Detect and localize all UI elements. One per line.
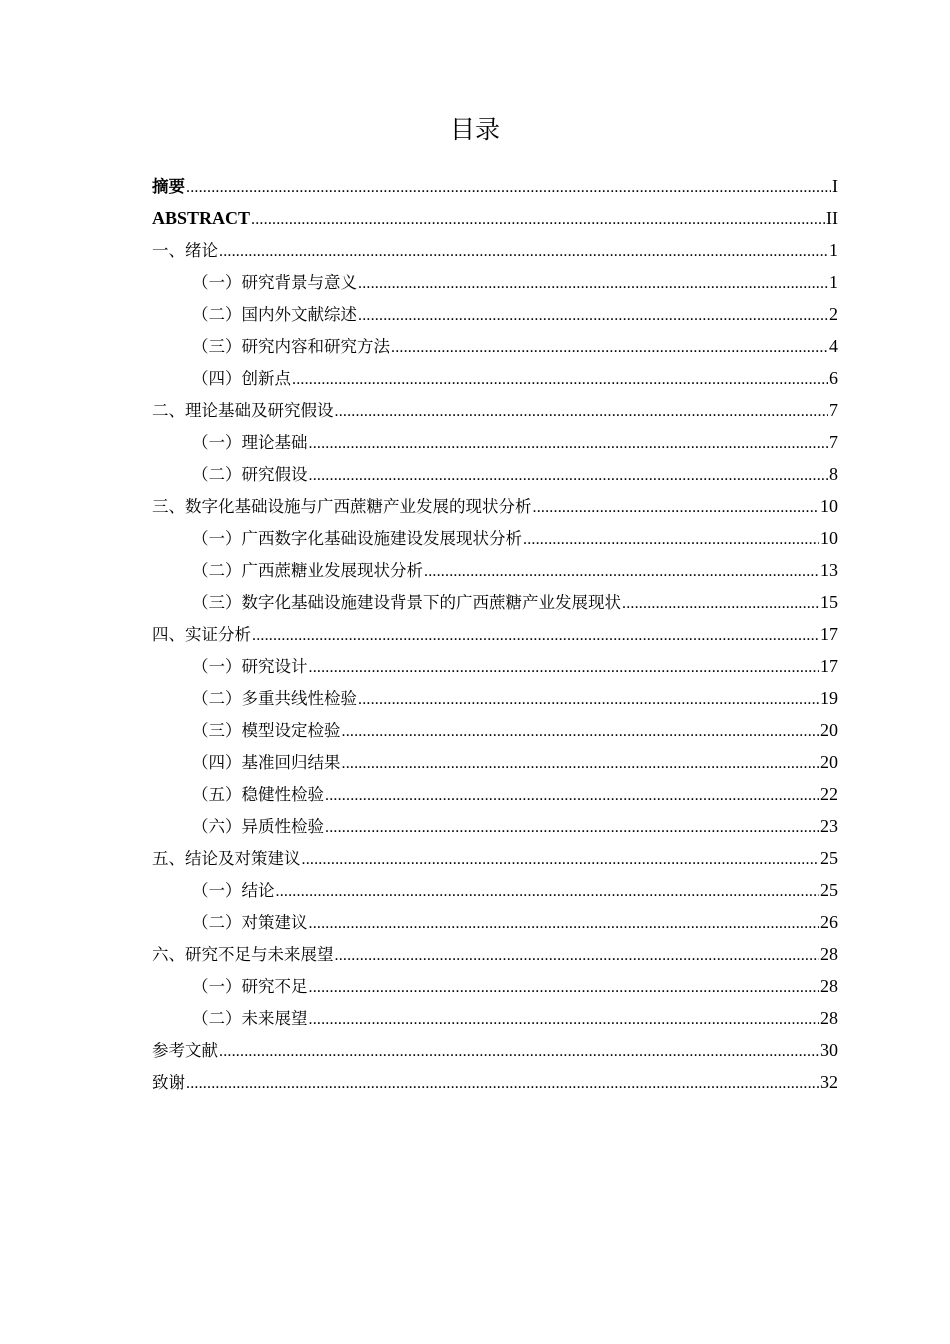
toc-entry[interactable] (152, 204, 838, 236)
toc-page-number: 28 (820, 1008, 838, 1028)
toc-page-number: 22 (820, 784, 838, 804)
toc-entry[interactable] (152, 940, 838, 972)
toc-entry-label: （四）创新点 (192, 369, 291, 388)
toc-entry[interactable] (152, 1036, 838, 1068)
dot-leader (358, 302, 828, 330)
toc-page-number: 13 (820, 560, 838, 580)
toc-entry[interactable] (152, 300, 838, 332)
dot-leader (219, 238, 828, 266)
toc-page-number: 6 (829, 368, 838, 388)
toc-page-number: 17 (820, 656, 838, 676)
toc-entry-label: （五）稳健性检验 (192, 785, 324, 804)
toc-entry[interactable] (152, 812, 838, 844)
toc-entry-label: （一）理论基础 (192, 433, 308, 452)
toc-entry[interactable] (152, 908, 838, 940)
toc-page-number: 1 (829, 272, 838, 292)
toc-page-number: 1 (829, 240, 838, 260)
toc-entry-label: （三）数字化基础设施建设背景下的广西蔗糖产业发展现状 (192, 593, 621, 612)
toc-entry[interactable] (152, 652, 838, 684)
dot-leader (309, 462, 829, 490)
toc-page-number: II (826, 208, 838, 228)
dot-leader (309, 430, 829, 458)
dot-leader (325, 814, 819, 842)
toc-entry[interactable] (152, 556, 838, 588)
dot-leader (276, 878, 820, 906)
toc-entry[interactable] (152, 332, 838, 364)
toc-page-number: 28 (820, 976, 838, 996)
dot-leader (342, 750, 820, 778)
toc-page-number: 26 (820, 912, 838, 932)
toc-page-number: 10 (820, 496, 838, 516)
dot-leader (292, 366, 828, 394)
toc-entry[interactable] (152, 492, 838, 524)
toc-entry[interactable] (152, 460, 838, 492)
toc-entry[interactable] (152, 172, 838, 204)
toc-entry[interactable] (152, 684, 838, 716)
dot-leader (335, 942, 820, 970)
dot-leader (309, 654, 820, 682)
dot-leader (533, 494, 820, 522)
dot-leader (391, 334, 828, 362)
toc-entry-label: （一）研究不足 (192, 977, 308, 996)
toc-entry-label: （三）模型设定检验 (192, 721, 341, 740)
toc-page-number: 15 (820, 592, 838, 612)
toc-entry-label: （四）基准回归结果 (192, 753, 341, 772)
toc-entry[interactable] (152, 588, 838, 620)
dot-leader (251, 206, 825, 234)
toc-page-number: 10 (820, 528, 838, 548)
toc-entry-label: （三）研究内容和研究方法 (192, 337, 390, 356)
toc-entry[interactable] (152, 236, 838, 268)
dot-leader (219, 1038, 819, 1066)
toc-list (152, 172, 838, 1100)
toc-entry-label: （六）异质性检验 (192, 817, 324, 836)
toc-entry[interactable] (152, 876, 838, 908)
dot-leader (342, 718, 820, 746)
dot-leader (309, 974, 820, 1002)
toc-entry[interactable] (152, 268, 838, 300)
toc-entry[interactable] (152, 844, 838, 876)
toc-entry[interactable] (152, 620, 838, 652)
toc-page-number: I (832, 176, 838, 196)
toc-entry-label: （二）研究假设 (192, 465, 308, 484)
toc-page-number: 25 (820, 848, 838, 868)
toc-page-number: 20 (820, 752, 838, 772)
toc-entry-label: （一）广西数字化基础设施建设发展现状分析 (192, 529, 522, 548)
toc-entry-label: 三、数字化基础设施与广西蔗糖产业发展的现状分析 (152, 497, 532, 516)
toc-entry-label: （二）对策建议 (192, 913, 308, 932)
dot-leader (358, 270, 828, 298)
dot-leader (335, 398, 829, 426)
toc-entry-label: （二）多重共线性检验 (192, 689, 357, 708)
toc-entry-label: 一、绪论 (152, 241, 218, 260)
toc-entry-label: （二）广西蔗糖业发展现状分析 (192, 561, 423, 580)
dot-leader (186, 1070, 819, 1098)
toc-page-number: 8 (829, 464, 838, 484)
toc-page-number: 4 (829, 336, 838, 356)
toc-entry-label: 参考文献 (152, 1041, 218, 1060)
toc-page-number: 7 (829, 432, 838, 452)
toc-page-number: 19 (820, 688, 838, 708)
toc-entry-label: 二、理论基础及研究假设 (152, 401, 334, 420)
toc-entry[interactable] (152, 428, 838, 460)
dot-leader (309, 1006, 820, 1034)
toc-page-number: 23 (820, 816, 838, 836)
dot-leader (252, 622, 819, 650)
toc-page-number: 25 (820, 880, 838, 900)
toc-page-number: 7 (829, 400, 838, 420)
toc-page-number: 30 (820, 1040, 838, 1060)
toc-entry-label: 四、实证分析 (152, 625, 251, 644)
dot-leader (523, 526, 819, 554)
toc-entry[interactable] (152, 716, 838, 748)
dot-leader (622, 590, 819, 618)
toc-page-number: 32 (820, 1072, 838, 1092)
toc-entry-label: （一）结论 (192, 881, 275, 900)
toc-entry[interactable] (152, 1004, 838, 1036)
toc-entry-label: （一）研究背景与意义 (192, 273, 357, 292)
toc-entry[interactable] (152, 396, 838, 428)
dot-leader (358, 686, 819, 714)
toc-entry[interactable] (152, 1068, 838, 1100)
dot-leader (424, 558, 819, 586)
toc-entry-label: 五、结论及对策建议 (152, 849, 301, 868)
toc-page-number: 28 (820, 944, 838, 964)
toc-entry-label: （二）国内外文献综述 (192, 305, 357, 324)
toc-title: 目录 (449, 115, 500, 144)
toc-page-number: 20 (820, 720, 838, 740)
toc-entry[interactable] (152, 972, 838, 1004)
toc-entry[interactable] (152, 364, 838, 396)
dot-leader (309, 910, 820, 938)
toc-entry-label: 致谢 (152, 1073, 185, 1092)
toc-entry[interactable] (152, 748, 838, 780)
toc-entry-label: ABSTRACT (152, 208, 251, 228)
toc-page-number: 2 (829, 304, 838, 324)
toc-page-number: 17 (820, 624, 838, 644)
dot-leader (186, 174, 831, 202)
dot-leader (325, 782, 819, 810)
toc-entry[interactable] (152, 780, 838, 812)
toc-entry-label: （二）未来展望 (192, 1009, 308, 1028)
toc-entry-label: 摘要 (152, 177, 185, 196)
toc-entry-label: 六、研究不足与未来展望 (152, 945, 334, 964)
toc-entry[interactable] (152, 524, 838, 556)
toc-entry-label: （一）研究设计 (192, 657, 308, 676)
dot-leader (302, 846, 820, 874)
